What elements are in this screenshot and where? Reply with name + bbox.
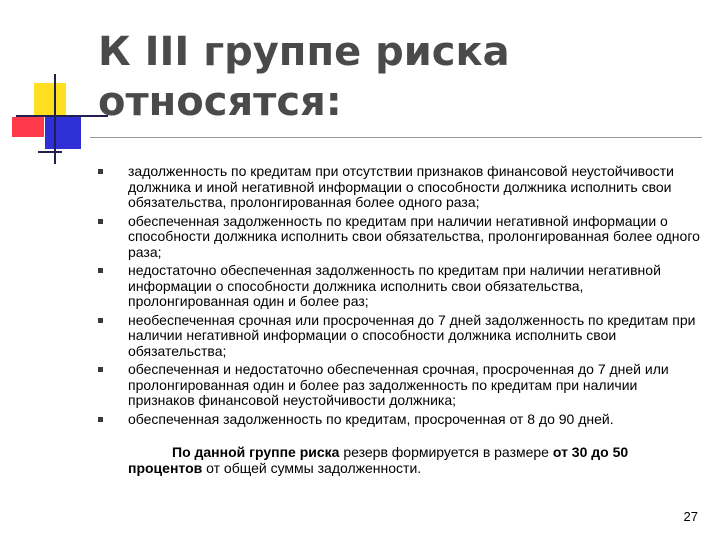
- bullet-square-icon: [98, 417, 103, 422]
- bullet-item: [96, 313, 706, 360]
- bullet-text: обеспеченная и недостаточно обеспеченная срочная, просроченная до 7 дней или пролонгированная один и более раз задолженность по кредитам при наличии признаков финансовой неустойчивости должника;: [128, 361, 669, 408]
- decor-horizontal-line: [16, 115, 108, 117]
- summary-bold-amount: от 30 до 50 процентов: [128, 444, 629, 476]
- slide-title-line-1: К III группе риска: [98, 29, 510, 75]
- bullet-item: [96, 362, 706, 409]
- bullet-text: обеспеченная задолженность по кредитам при наличии негативной информации о способности должника исполнить свои обязательства, пролонгированная более одного раза;: [128, 212, 700, 260]
- decor-yellow-square: [34, 83, 66, 115]
- decor-short-line: [38, 151, 62, 153]
- bullet-item: [96, 214, 706, 261]
- summary-tail: от общей суммы задолженности.: [202, 460, 422, 476]
- bullet-item: [96, 263, 706, 310]
- bullet-text: обеспеченная задолженность по кредитам, просроченная от 8 до 90 дней.: [128, 410, 614, 427]
- reserve-summary: [128, 444, 704, 476]
- bullet-square-icon: [98, 219, 103, 224]
- bullet-list: [96, 164, 706, 430]
- summary-bold-lead: По данной группе риска: [172, 444, 340, 460]
- decor-red-square: [12, 117, 44, 137]
- title-divider: [90, 137, 702, 138]
- bullet-item: [96, 412, 706, 428]
- bullet-square-icon: [98, 318, 103, 323]
- bullet-item: [96, 164, 706, 211]
- slide-title: [98, 27, 698, 127]
- bullet-text: задолженность по кредитам при отсутствии признаков финансовой неустойчивости должника и иной негативной информации о способности должника исполнить свои обязательства, пролонгированная более одного раза;: [128, 163, 674, 210]
- summary-middle: резерв формируется в размере: [339, 444, 553, 460]
- bullet-square-icon: [98, 169, 103, 174]
- bullet-square-icon: [98, 268, 103, 273]
- slide-title-line-2: относятся:: [98, 79, 342, 125]
- decor-blue-square: [45, 117, 81, 149]
- bullet-text: необеспеченная срочная или просроченная до 7 дней задолженность по кредитам при наличии негативной информации о способности должника исполнить свои обязательства;: [128, 311, 696, 359]
- page-number: 27: [683, 509, 698, 524]
- bullet-text: недостаточно обеспеченная задолженность по кредитам при наличии негативной информации о способности должника исполнить свои обязательства, пролонгированная один и более раз;: [128, 262, 661, 309]
- bullet-square-icon: [98, 367, 103, 372]
